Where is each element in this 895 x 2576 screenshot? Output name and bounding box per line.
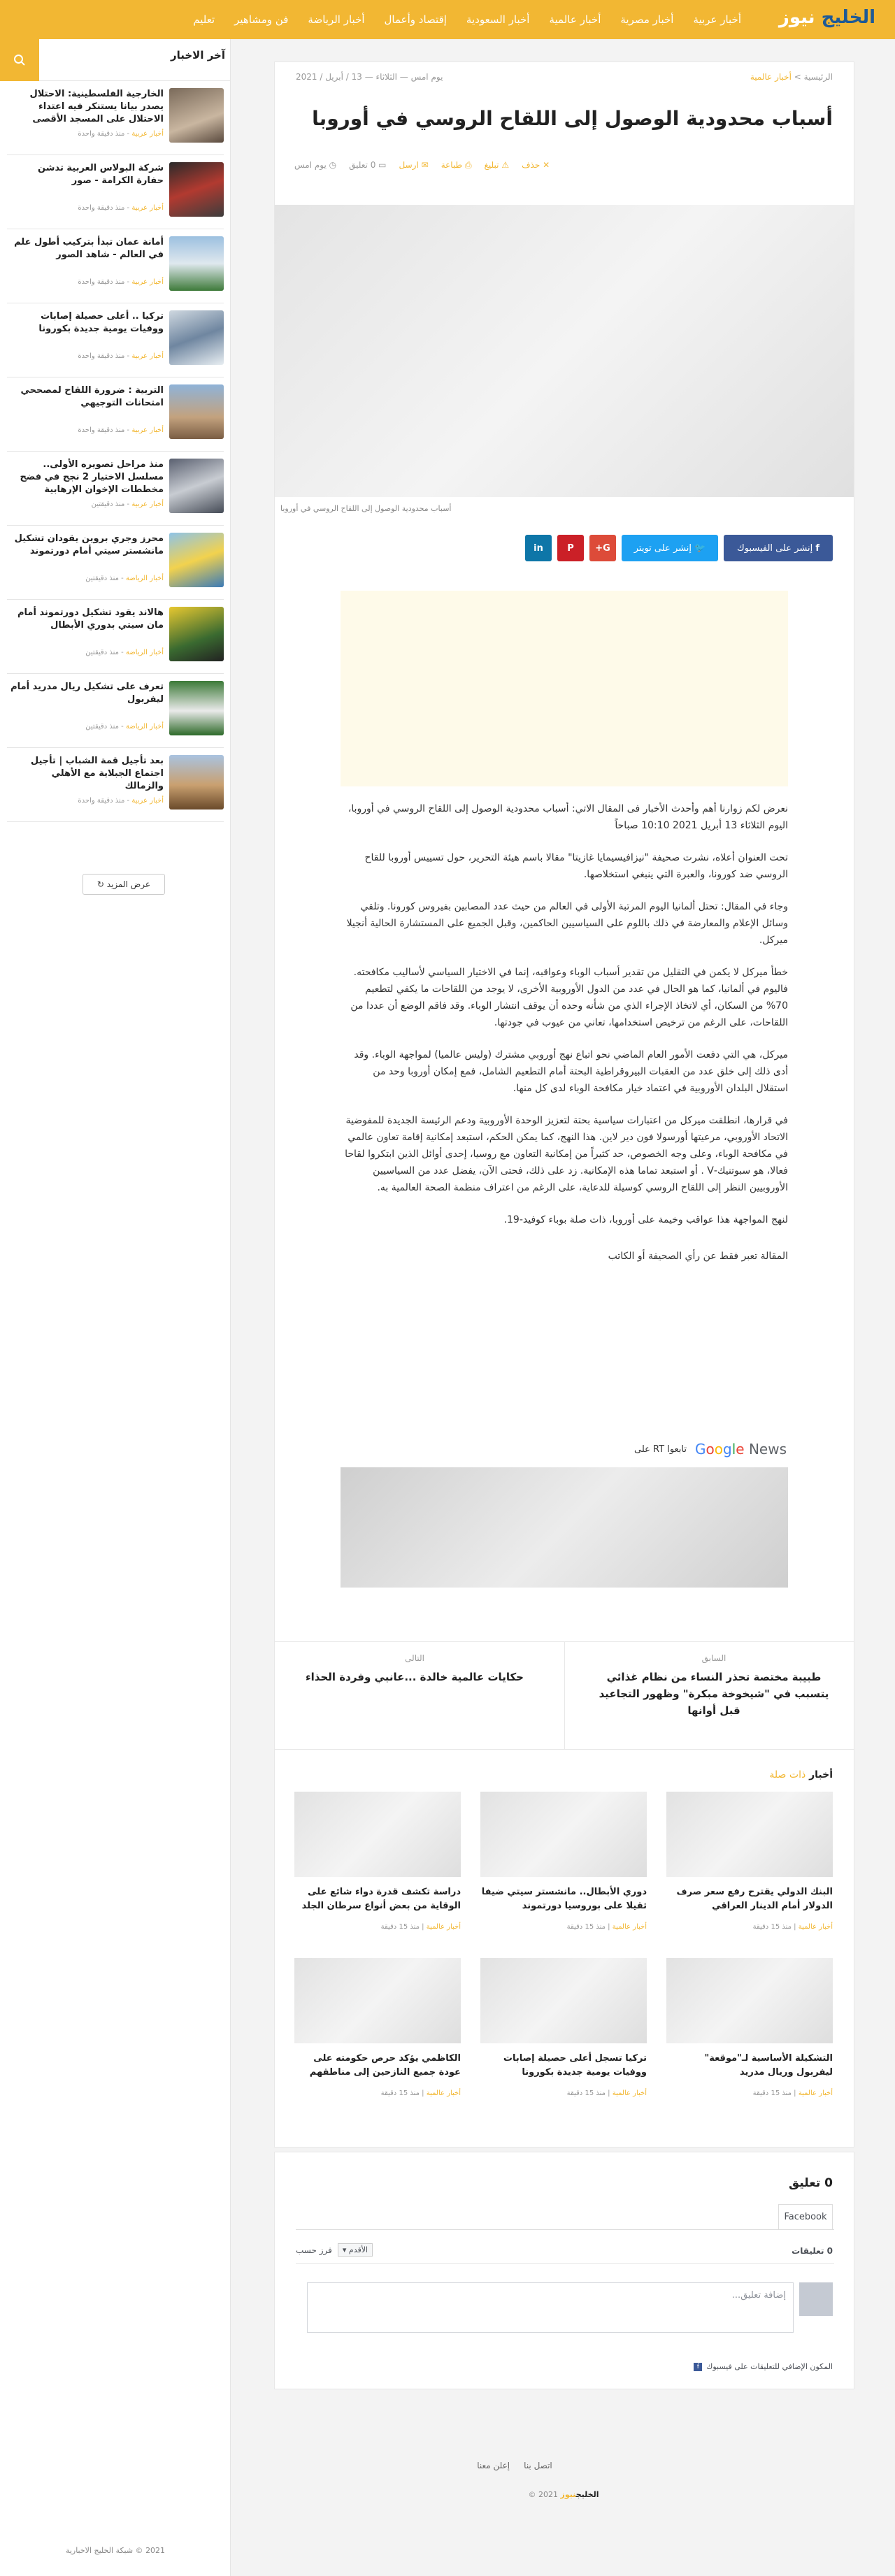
news-meta: أخبار عربية - منذ دقيقة واحدة — [78, 797, 164, 805]
related-meta: أخبار عالمية | منذ 15 دقيقة — [380, 2089, 461, 2097]
share-pinterest-button[interactable] — [557, 535, 584, 561]
article-title: أسباب محدودية الوصول إلى اللقاح الروسي في أوروبا — [312, 107, 833, 130]
related-meta: أخبار عالمية | منذ 15 دقيقة — [752, 1923, 833, 1931]
news-title[interactable]: هالاند يقود تشكيل دورتموند أمام مان سيتي بدوري الأبطال — [17, 607, 164, 631]
send-link[interactable]: ✉ ارسل — [399, 160, 429, 170]
breadcrumb-home[interactable]: الرئيسية — [803, 72, 833, 82]
sort-dropdown[interactable]: الأقدم ▾ — [338, 2243, 373, 2257]
nav-item[interactable]: أخبار عربية — [693, 13, 741, 26]
news-meta: أخبار عربية - منذ دقيقة واحدة — [78, 204, 164, 212]
news-thumbnail — [169, 755, 224, 810]
news-thumbnail — [169, 459, 224, 513]
sidebar-news-item[interactable] — [7, 155, 224, 229]
related-title[interactable]: الكاظمي يؤكد حرص حكومته على عودة جميع النازحين إلى مناطقهم — [309, 2053, 461, 2078]
nav-item[interactable]: فن ومشاهير — [234, 13, 289, 26]
facebook-icon: f — [694, 2363, 702, 2371]
sidebar-news-item[interactable] — [7, 229, 224, 303]
related-meta: أخبار عالمية | منذ 15 دقيقة — [752, 2089, 833, 2097]
comments-count: 0 تعليقات — [792, 2246, 833, 2256]
nav-item[interactable]: إقتصاد وأعمال — [384, 13, 447, 26]
sidebar-news-item[interactable] — [7, 377, 224, 452]
article-hero-image — [275, 205, 854, 497]
mail-icon: ✉ — [421, 160, 429, 170]
news-meta: أخبار عربية - منذ دقيقة واحدة — [78, 426, 164, 434]
follow-google-news[interactable]: تابعوا RT على Google News — [634, 1441, 787, 1458]
twitter-icon: 🐦 — [694, 542, 706, 554]
facebook-comments-tab[interactable]: Facebook — [778, 2204, 833, 2229]
print-icon: ⎙ — [464, 160, 472, 170]
article-paragraph: في قرارها، انطلقت ميركل من اعتبارات سياسية بحتة لتعزيز الوحدة الأوروبية ودعم الرئيسة الجديدة للمفوضية الاتحاد الأوروبي، مرعيتها أورسولا فون دير لاين. هذا النهج، كما يمكن الحكم، استبعد إمكانية إقامة تعاون عالمي في مكافحة الوباء، وعلى وجه الخصوص، حد كثيراً من إمكانية التعاون مع روسيا، إحدى أوائل الذين ابتكروا لقاحا فعالا، هو سبوتنيك-V . أو استبعد تماما هذه الإمكانية. زد على ذلك، فحتى الآن، يفضل عدد من السياسيين الأوروبيين النظر إلى اللقاح الروسي كوسيلة للدعاية، على الرغم من اعتراف منظمة الصحة العالمية به. — [345, 1115, 788, 1193]
share-google-button[interactable] — [589, 535, 616, 561]
news-thumbnail — [169, 533, 224, 587]
meta-comments[interactable]: ▭ 0 تعليق — [349, 160, 387, 170]
report-link[interactable]: ⚠ تبليغ — [484, 160, 510, 170]
sidebar-copyright: 2021 © شبكة الخليج الاخبارية — [65, 2546, 166, 2555]
related-image — [480, 1792, 647, 1877]
nav-item[interactable]: أخبار عالمية — [549, 13, 601, 26]
article-body — [341, 800, 788, 1280]
news-thumbnail — [169, 310, 224, 365]
article-paragraph: لنهج المواجهة هذا عواقب وخيمة على أوروبا، ذات صلة بوباء كوفيد-19. — [503, 1214, 788, 1225]
top-navbar — [0, 0, 895, 39]
news-meta: أخبار الرياضة - منذ دقيقتين — [85, 649, 164, 656]
related-title[interactable]: التشكيلة الأساسية لـ"موقعة" ليفربول وريال مدريد — [704, 2053, 833, 2078]
breadcrumb: الرئيسية > أخبار عالمية — [750, 72, 833, 82]
warning-icon: ⚠ — [501, 160, 510, 170]
related-image — [294, 1792, 461, 1877]
news-thumbnail — [169, 88, 224, 143]
news-thumbnail — [169, 384, 224, 439]
news-title[interactable]: التربية : ضرورة اللقاح لمصححي امتحانات التوجيهي — [20, 385, 164, 408]
related-heading: أخبار ذات صلة — [769, 1769, 833, 1780]
news-title[interactable]: الخارجية الفلسطينية: الاحتلال يصدر بيانا يستنكر فيه اعتداء الاحتلال على المسجد الأقصى — [29, 89, 164, 124]
sidebar-news-item[interactable] — [7, 303, 224, 377]
delete-link[interactable]: ✕ حذف — [522, 160, 550, 170]
article-paragraph: وجاء في المقال: تحتل ألمانيا اليوم المرتبة الأولى في العالم من حيث عدد المصابين بفيروس كورونا. وتلقي وسائل الإعلام والمعارضة في ذلك باللوم على السياسيين الحاكمين، وقبل الجميع على المستشارة الحالية أنجيلا ميركل. — [346, 901, 788, 946]
related-title[interactable]: دوري الأبطال.. مانشستر سيتي ضيفا ثقيلا على بوروسيا دورتموند — [481, 1887, 647, 1911]
facebook-plugin-label[interactable]: f المكون الإضافي للتعليقات على فيسبوك — [694, 2362, 833, 2371]
related-image — [666, 1792, 833, 1877]
sidebar-news-item[interactable] — [7, 452, 224, 526]
nav-item[interactable]: أخبار السعودية — [466, 13, 530, 26]
related-meta: أخبار عالمية | منذ 15 دقيقة — [566, 2089, 647, 2097]
share-linkedin-button[interactable] — [525, 535, 552, 561]
news-thumbnail — [169, 162, 224, 217]
clock-icon: ◷ — [329, 160, 337, 170]
news-meta: أخبار الرياضة - منذ دقيقتين — [85, 575, 164, 582]
refresh-icon: ↻ — [96, 879, 104, 889]
related-card[interactable] — [294, 1792, 461, 1959]
related-card[interactable] — [480, 1792, 647, 1959]
article-paragraph: خطأ ميركل لا يكمن في التقليل من تقدير أسباب الوباء وعواقبه، إنما في الاختيار السياسي لأساليب مكافحته. فاليوم في ألمانيا، كما هو الحال في عدد من الدول الأوروبية الأخرى، لا يوجد من اللقاحات ما يكفي لتطعيم 70% من السكان، أي لاتخاذ الإجراء الذي من شأنه وحده أن يوقف انتشار الوباء. وقد فاقم الوضع أن عددا من اللقاحات، على الرغم من ترخيص استخدامها، تعاني من عيوب في جودتها. — [350, 967, 788, 1028]
news-meta: أخبار عربية - منذ دقيقة واحدة — [78, 130, 164, 138]
comments-sort: فرز حسب الأقدم ▾ — [296, 2243, 373, 2257]
article-paragraph: المقالة تعبر فقط عن رأي الصحيفة أو الكاتب — [608, 1251, 788, 1262]
linkedin-icon: in — [534, 542, 543, 554]
related-card[interactable] — [294, 1958, 461, 2126]
footer-copyright: © 2021 الخليجنيوز — [528, 2490, 599, 2499]
news-meta: أخبار عربية - منذ دقيقتين — [91, 501, 164, 508]
news-meta: أخبار عربية - منذ دقيقة واحدة — [78, 278, 164, 286]
news-title[interactable]: منذ مراحل تصويره الأولى.. مسلسل الاختيار 2 نجح في فضح مخططات الإخوان الإرهابية — [20, 459, 164, 495]
sidebar-news-item[interactable] — [7, 748, 224, 822]
ad-slot[interactable] — [341, 591, 788, 786]
news-thumbnail — [169, 236, 224, 291]
news-title[interactable]: تركيا .. أعلى حصيلة إصابات ووفيات يومية جديدة بكورونا — [38, 311, 164, 334]
related-card[interactable] — [480, 1958, 647, 2126]
nav-item[interactable]: أخبار الرياضة — [308, 13, 365, 26]
news-meta: أخبار عربية - منذ دقيقة واحدة — [78, 352, 164, 360]
chevron-down-icon: ▾ — [342, 2245, 347, 2254]
prev-article-link[interactable]: السابق طبيبة مختصة تحذر النساء من نظام غذائي يتسبب في "شيخوخة مبكرة" وظهور التجاعيد قبل أوانها — [599, 1653, 829, 1717]
related-image — [480, 1958, 647, 2043]
divider — [296, 2263, 834, 2264]
related-card[interactable] — [666, 1958, 833, 2126]
sidebar-header — [0, 39, 231, 81]
comment-icon: ▭ — [378, 160, 387, 170]
nav-item[interactable]: تعليم — [193, 13, 215, 26]
advertise-link[interactable]: إعلن معنا — [477, 2461, 510, 2470]
close-icon: ✕ — [543, 160, 550, 170]
news-thumbnail — [169, 607, 224, 661]
meta-date: ◷ يوم امس — [294, 160, 337, 170]
related-news — [274, 1749, 854, 2147]
sidebar-title: آخر الاخبار — [170, 49, 225, 62]
news-title[interactable]: أمانة عمان تبدأ بتركيب أطول علم في العالم - شاهد الصور — [14, 237, 164, 260]
sidebar-news-item[interactable] — [7, 674, 224, 748]
prev-next-nav — [274, 1641, 854, 1753]
news-title[interactable]: شركة البولاس العربية تدشن حفارة الكرامة - صور — [37, 163, 164, 186]
print-link[interactable]: ⎙ طباعة — [441, 160, 472, 170]
divider — [564, 1642, 565, 1753]
comments-section — [274, 2152, 854, 2389]
comments-heading: 0 تعليق — [789, 2176, 833, 2190]
related-title[interactable]: دراسة تكشف قدرة دواء شائع على الوقاية من بعض أنواع سرطان الجلد — [301, 1887, 461, 1911]
next-article-link[interactable]: التالى حكايات عالمية خالدة ...عانبي وفردة الحذاء — [306, 1653, 524, 1683]
sidebar-news-item[interactable] — [7, 81, 224, 155]
avatar — [799, 2282, 833, 2316]
contact-link[interactable]: اتصل بنا — [524, 2461, 552, 2470]
share-twitter-button[interactable]: 🐦 إنشر على تويتر — [622, 535, 718, 561]
news-title[interactable]: محرز وجري بروين يقودان تشكيل مانشستر سيتي أمام دورتموند — [14, 533, 164, 556]
share-facebook-button[interactable]: f إنشر على الفيسبوك — [724, 535, 833, 561]
image-caption: أسباب محدودية الوصول إلى اللقاح الروسي في أوروبا — [280, 504, 452, 513]
news-thumbnail — [169, 681, 224, 735]
ad-slot-bottom[interactable] — [341, 1467, 788, 1588]
related-meta: أخبار عالمية | منذ 15 دقيقة — [380, 1923, 461, 1931]
related-title[interactable]: تركيا تسجل أعلى حصيلة إصابات ووفيات يومية جديدة بكورونا — [503, 2053, 647, 2078]
sidebar-news-item[interactable] — [7, 526, 224, 600]
load-more-button[interactable]: عرض المزيد ↻ — [83, 874, 165, 895]
facebook-icon: f — [815, 542, 819, 554]
related-image — [666, 1958, 833, 2043]
article-meta — [294, 160, 833, 171]
site-logo[interactable]: الخليج نيوز — [778, 7, 875, 28]
related-meta: أخبار عالمية | منذ 15 دقيقة — [566, 1923, 647, 1931]
related-card[interactable] — [666, 1792, 833, 1959]
sidebar-news-item[interactable] — [7, 600, 224, 674]
nav-item[interactable]: أخبار مصرية — [620, 13, 674, 26]
latest-news-sidebar — [0, 39, 231, 2576]
news-title[interactable]: تعرف على تشكيل ريال مدريد أمام ليفربول — [10, 682, 164, 705]
comment-input[interactable]: إضافة تعليق... — [307, 2282, 794, 2333]
article-date: يوم امس — الثلاثاء — 13 / أبريل / 2021 — [296, 72, 443, 82]
main-nav — [193, 0, 741, 39]
google-plus-icon: G+ — [595, 542, 610, 554]
article-paragraph: نعرض لكم زوارنا أهم وأحدث الأخبار فى المقال الاتي: أسباب محدودية الوصول إلى اللقاح الروسي في أوروبا، اليوم الثلاثاء 13 أبريل 2021 10:10 صباحاً — [348, 803, 788, 831]
news-meta: أخبار الرياضة - منذ دقيقتين — [85, 723, 164, 731]
related-image — [294, 1958, 461, 2043]
footer-links — [477, 2461, 552, 2470]
breadcrumb-category[interactable]: أخبار عالمية — [750, 72, 792, 82]
related-title[interactable]: البنك الدولي يقترح رفع سعر صرف الدولار أمام الدينار العراقي — [676, 1887, 833, 1911]
share-buttons — [525, 535, 833, 561]
article-paragraph: ميركل، هي التي دفعت الأمور العام الماضي نحو اتباع نهج أوروبي مشترك (وليس عالميا) لمواجهة الوباء. وقد أدى ذلك إلى خلق عدد من العقبات البيروقراطية البحتة أمام التطعيم الشامل، فمع إمكان أوروبا وحد من استقلال البلدان الأوروبية في اعتماد خيار مكافحة الوباء لدى كل منها. — [354, 1049, 788, 1094]
article-paragraph: تحت العنوان أعلاه، نشرت صحيفة "نيزافيسيمايا غازيتا" مقالا باسم هيئة التحرير، حول تسييس أوروبا للقاح الروسي ضد كورونا، والعبرة التي ينبغي استخلاصها. — [364, 852, 788, 880]
article-card — [274, 62, 854, 1647]
google-news-logo[interactable]: Google News — [695, 1441, 787, 1458]
search-icon[interactable] — [0, 39, 39, 81]
divider — [296, 2229, 834, 2230]
pinterest-icon: P — [567, 542, 574, 554]
news-title[interactable]: بعد تأجيل قمة الشباب | تأجيل اجتماع الجبلاية مع الأهلي والزمالك — [30, 756, 164, 791]
